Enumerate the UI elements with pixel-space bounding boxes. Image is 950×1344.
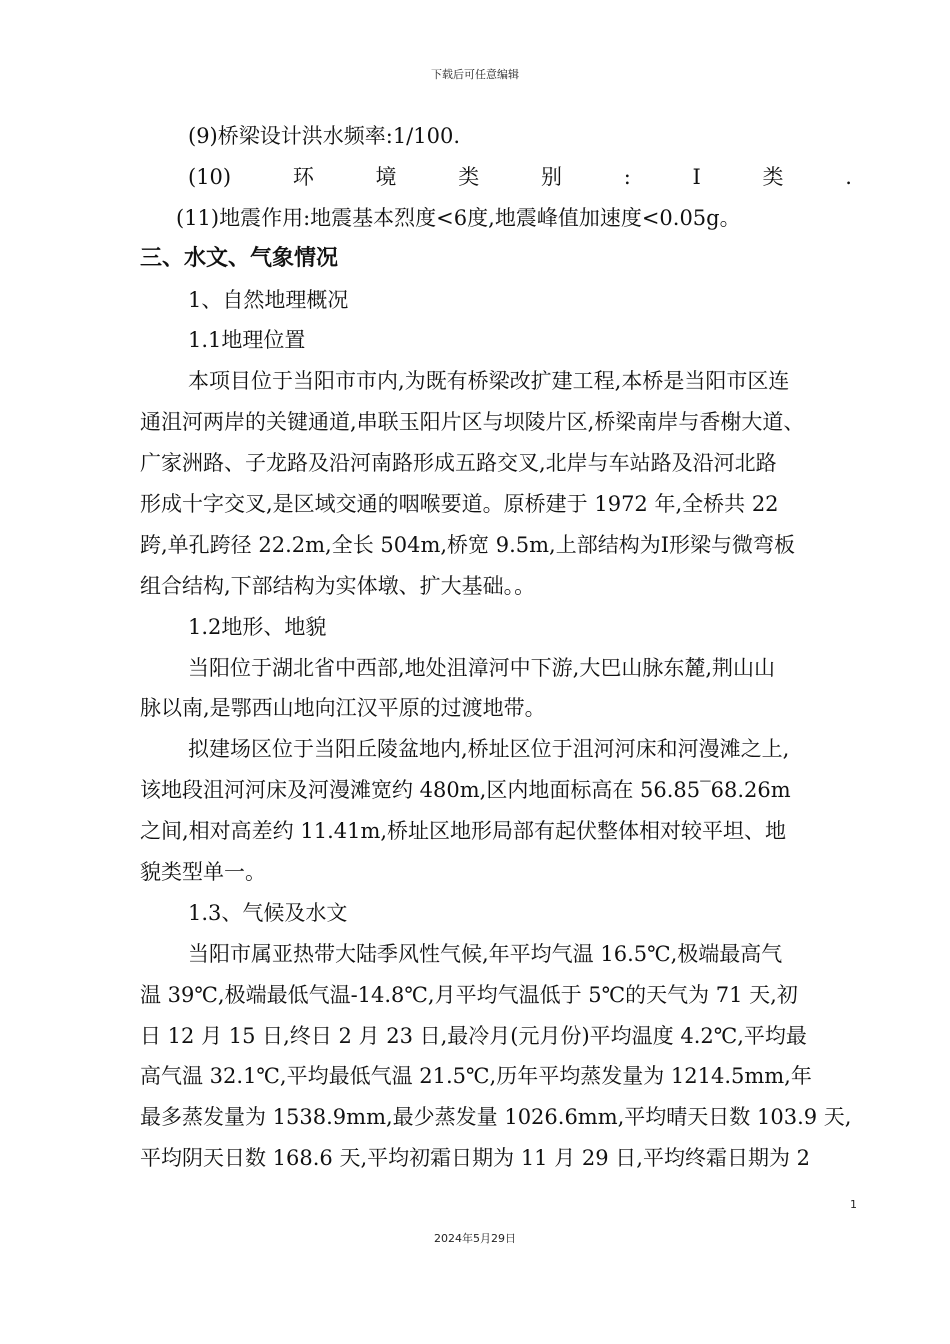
spread-token: 环 [292, 164, 314, 189]
paragraph-line: 脉以南,是鄂西山地向江汉平原的过渡地带。 [140, 696, 546, 721]
page-footer-date: 2024年5月29日 [434, 1232, 516, 1245]
spread-token: : [623, 164, 631, 189]
paragraph-line: (9)桥梁设计洪水频率:1/100. [188, 124, 461, 148]
spread-token: 别 [540, 164, 562, 189]
page-number: 1 [850, 1198, 857, 1211]
paragraph-line: 当阳市属亚热带大陆季风性气候,年平均气温 16.5℃,极端最高气 [188, 941, 783, 966]
paragraph-line: 最多蒸发量为 1538.9mm,最少蒸发量 1026.6mm,平均晴天日数 103.9 天, [140, 1105, 852, 1130]
section-heading: 三、水文、气象情况 [140, 245, 339, 271]
paragraph-line: 平均阴天日数 168.6 天,平均初霜日期为 11 月 29 日,平均终霜日期为 2 [140, 1146, 810, 1171]
paragraph-line: 高气温 32.1℃,平均最低气温 21.5℃,历年平均蒸发量为 1214.5mm,年 [140, 1064, 812, 1089]
paragraph-line: 形成十字交叉,是区域交通的咽喉要道。原桥建于 1972 年,全桥共 22 [140, 492, 779, 517]
paragraph-line: 该地段沮河河床及河漫滩宽约 480m,区内地面标高在 56.85‾68.26m [140, 778, 791, 803]
paragraph-line: 广家洲路、子龙路及沿河南路形成五路交叉,北岸与车站路及沿河北路 [140, 451, 777, 476]
spread-token: . [845, 164, 852, 189]
environment-class-line [140, 157, 860, 198]
spread-token: 类 [762, 164, 784, 189]
paragraph-line: 之间,相对高差约 11.41m,桥址区地形局部有起伏整体相对较平坦、地 [140, 819, 787, 844]
paragraph-line: 貌类型单一。 [140, 860, 266, 885]
paragraph-line: 组合结构,下部结构为实体墩、扩大基础。。 [140, 573, 536, 598]
spread-token: 境 [375, 164, 397, 189]
subsection-heading: 1.3、气候及水文 [188, 900, 348, 925]
subsection-heading: 1.1地理位置 [188, 328, 306, 353]
paragraph-line: 跨,单孔跨径 22.2m,全长 504m,桥宽 9.5m,上部结构为Ⅰ形梁与微弯板 [140, 532, 795, 557]
paragraph-line: 通沮河两岸的关键通道,串联玉阳片区与坝陵片区,桥梁南岸与香榭大道、 [140, 410, 805, 435]
paragraph-line: 拟建场区位于当阳丘陵盆地内,桥址区位于沮河河床和河漫滩之上, [188, 737, 790, 762]
paragraph-line: 当阳位于湖北省中西部,地处沮漳河中下游,大巴山脉东麓,荆山山 [188, 655, 776, 680]
spread-token: 类 [458, 164, 480, 189]
paragraph-line: 本项目位于当阳市市内,为既有桥梁改扩建工程,本桥是当阳市区连 [188, 369, 790, 394]
body-text [140, 116, 860, 1179]
paragraph-line: 温 39℃,极端最低气温-14.8℃,月平均气温低于 5℃的天气为 71 天,初 [140, 982, 798, 1007]
spread-token: Ⅰ [692, 164, 701, 189]
page-header: 下载后可任意编辑 [431, 68, 519, 81]
spread-token: (10) [188, 164, 232, 189]
paragraph-line: 日 12 月 15 日,终日 2 月 23 日,最冷月(元月份)平均温度 4.2℃,平均最 [140, 1023, 807, 1048]
subsection-heading: 1、自然地理概况 [188, 287, 349, 312]
paragraph-line: (11)地震作用:地震基本烈度<6度,地震峰值加速度<0.05g。 [176, 205, 741, 230]
subsection-heading: 1.2地形、地貌 [188, 614, 327, 639]
